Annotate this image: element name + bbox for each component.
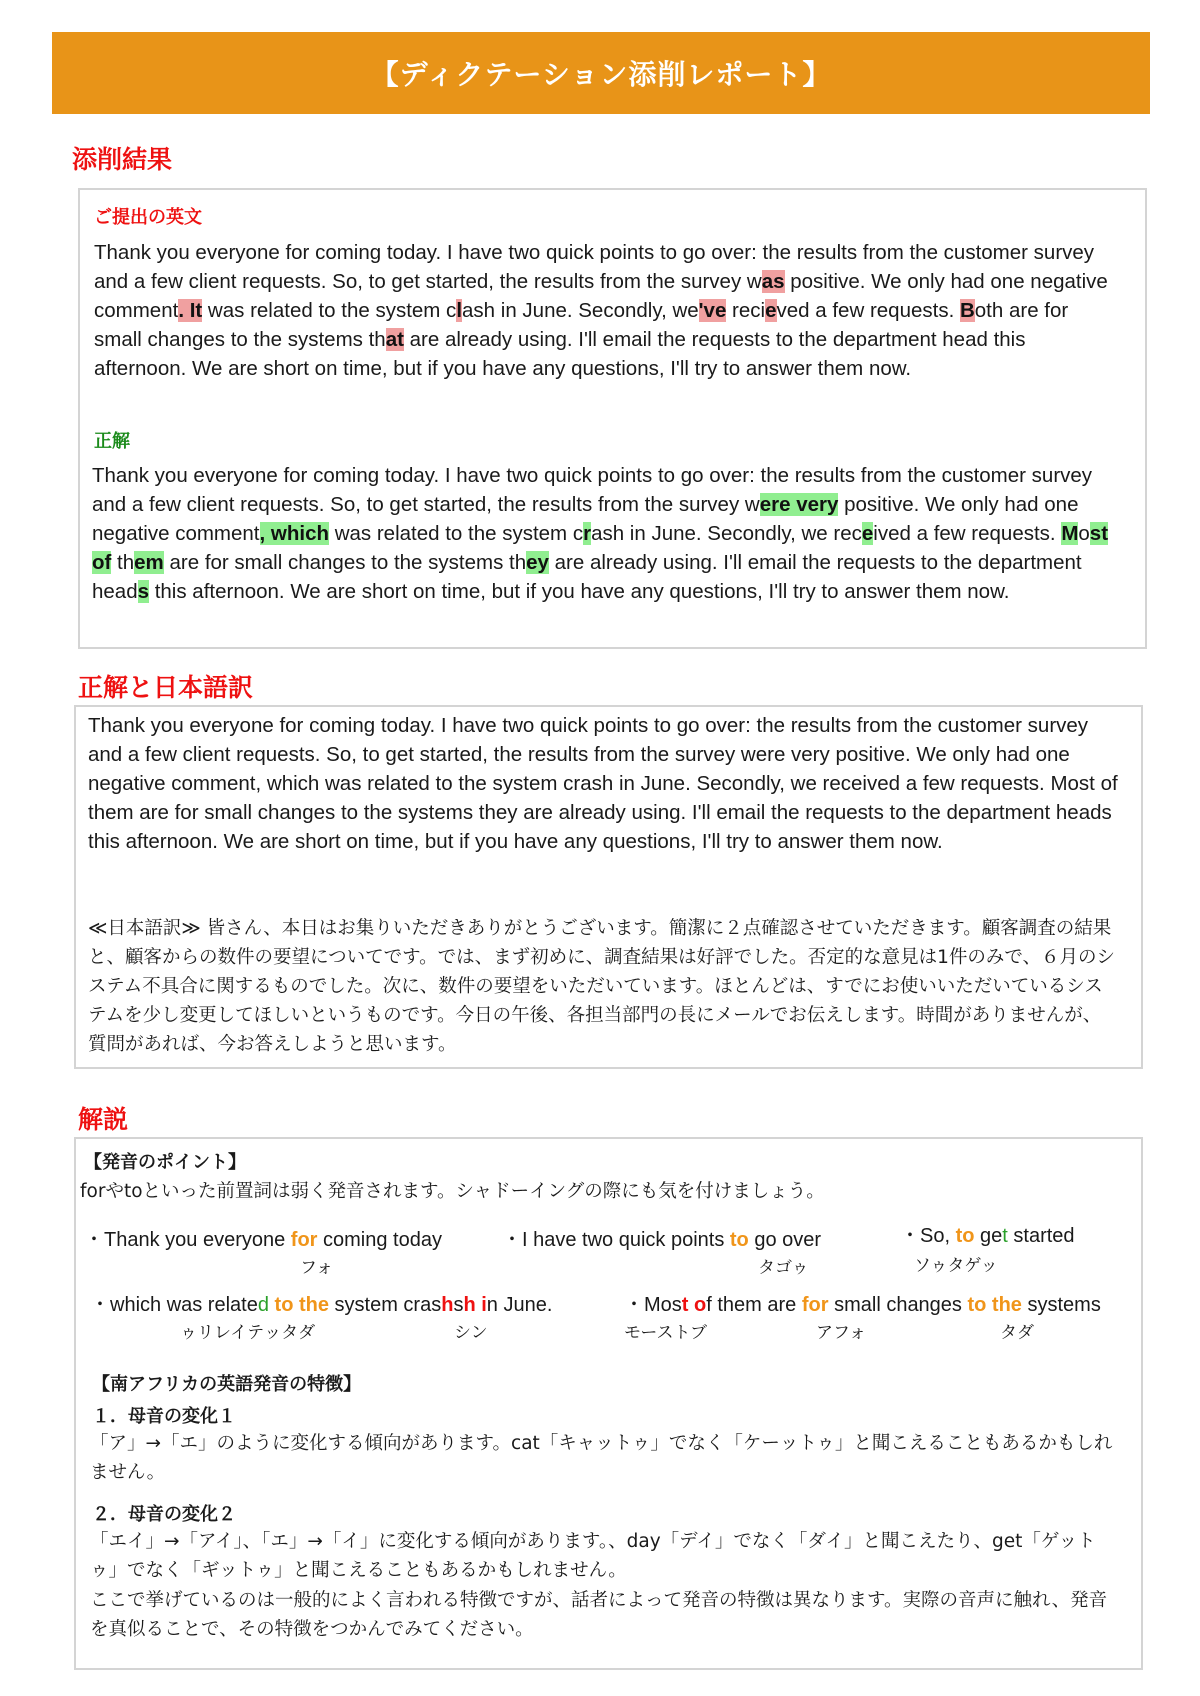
submitted-segment: was related to the system c [202,299,457,322]
submitted-segment: Thank you everyone for coming today. I have two quick points to go over: the results from the customer s [94,241,1044,264]
vowel-change-1-title: １．母音の変化１ [92,1406,236,1427]
submitted-text-label: ご提出の英文 [94,207,202,228]
emphasized-sound: to [955,1225,975,1247]
example-kana-4a: ゥリレイテッタダ [180,1323,316,1343]
closing-note-text: ここで挙げているのは一般的によく言われる特徴ですが、話者によって発音の特徴は異なります。実際の音声に触れ、発音を真似ることで、その特徴をつかんでみてください。 [90,1590,1108,1640]
correct-highlight: M [1061,522,1079,545]
example-phrase-2 [502,1223,821,1252]
example-kana-2: タゴゥ [758,1258,809,1278]
vowel-change-1-text: 「ア」→「エ」のように変化する傾向があります。cat「キャットゥ」でなく「ケーットゥ」と聞こえることもあるかもしれません。 [90,1433,1113,1483]
emphasized-sound: t [1002,1225,1008,1247]
correct-highlight: s [137,580,150,603]
example-segment: f them are [706,1294,802,1316]
example-kana-4b: シン [454,1323,488,1343]
submitted-segment: reci [726,299,766,322]
submitted-highlight: B [959,299,975,322]
example-segment: small changes [828,1294,968,1316]
submitted-highlight: . It [178,299,203,322]
correct-segment: urvey and a few client requests. So, to get started, the results from the survey w [92,464,1093,516]
correct-highlight: em [134,551,164,574]
emphasized-sound: o [694,1294,707,1316]
submitted-highlight: at [385,328,404,351]
section-title-explanation: 解説 [78,1105,129,1134]
correct-segment: ived a few requests. [873,522,1062,545]
emphasized-sound: for [801,1294,829,1316]
emphasized-sound: to the [274,1294,329,1316]
correct-segment: was related to the system c [329,522,584,545]
submitted-text [94,238,1114,383]
submitted-segment: ash in June. Secondly, we [462,299,699,322]
emphasized-sound: to the [967,1294,1022,1316]
report-title: 【ディクテーション添削レポート】 [370,58,832,91]
example-phrase-3 [900,1219,1075,1248]
answer-english-text: Thank you everyone for coming today. I have two quick points to go over: the results from the customer survey and a few client requests. So, to get started, the results from the survey were very positive. We only had one negative comment, which was related to the system crash in June. Secondly, we received a few requests. Most of them are for small changes to the systems they are already using. I'll email the requests to the department heads this afternoon. We are short on time, but if you have any questions, I'll try to answer them now. [88,714,1118,853]
example-segment: n June. [486,1294,553,1316]
emphasized-sound: to [729,1229,749,1251]
example-segment: ・Thank you everyone [84,1229,291,1251]
correct-highlight: e [861,522,874,545]
submitted-highlight: l [456,299,463,322]
correct-segment: positive. We only had one negative comment [92,493,1079,545]
emphasized-sound: d [257,1294,269,1316]
emphasized-sound: i [481,1294,487,1316]
correct-segment: are for small changes to the systems th [163,551,527,574]
example-segment: systems [1021,1294,1101,1316]
example-kana-5a: モーストブ [624,1323,707,1343]
correct-answer-text [92,461,1122,606]
submitted-highlight: e [765,299,777,322]
example-kana-5c: タダ [1000,1323,1034,1343]
example-phrase-5 [624,1288,1101,1317]
example-segment: coming today [317,1229,442,1251]
correct-highlight: r [583,522,592,545]
example-kana-5b: アフォ [816,1323,867,1343]
example-phrase-1 [84,1223,442,1252]
example-segment: ・So, [900,1225,956,1247]
example-kana-1: フォ [300,1258,334,1278]
pronunciation-heading: 【発音のポイント】 [84,1152,246,1173]
correct-segment: th [111,551,135,574]
south-africa-heading: 【南アフリカの英語発音の特徴】 [92,1374,362,1395]
emphasized-sound: t [681,1294,689,1316]
example-phrase-4 [90,1288,552,1317]
emphasized-sound: h [441,1294,454,1316]
example-segment: ・I have two quick points [502,1229,730,1251]
example-segment: started [1007,1225,1075,1247]
section-title-correction-result: 添削結果 [72,145,173,174]
submitted-segment: ved a few requests. [776,299,960,322]
example-kana-3: ソゥタゲッ [914,1256,998,1276]
emphasized-sound: for [290,1229,318,1251]
section-title-answer-translation: 正解と日本語訳 [78,673,254,702]
vowel-change-2-title: ２．母音の変化２ [92,1504,236,1525]
correct-highlight: ey [526,551,549,574]
correct-segment: are already using. I'll email the requests to the department head [92,551,1082,603]
correct-highlight: ere very [759,493,839,516]
pronunciation-intro: forやtoといった前置詞は弱く発音されます。シャドーイングの際にも気を付けましょう。 [80,1181,825,1202]
submitted-segment: positive. We only had one negative comment [94,270,1108,322]
submitted-segment: oth are for small changes to the systems th [94,299,1069,351]
report-title-banner [52,32,1150,114]
correct-segment: Thank you everyone for coming today. I have two quick points to go over: the results from the customer s [92,464,1042,487]
submitted-segment: urvey and a few client requests. So, to get started, the results from the survey w [94,241,1095,293]
example-segment: s [453,1294,464,1316]
example-segment: ・Mos [624,1294,682,1316]
example-segment: ge [974,1225,1003,1247]
correct-highlight: st of [92,522,1109,574]
example-segment: ・which was relate [90,1294,258,1316]
example-segment: system cras [328,1294,442,1316]
japanese-translation-text: ≪日本語訳≫ 皆さん、本日はお集りいただきありがとうございます。簡潔に２点確認させていただきます。顧客調査の結果と、顧客からの数件の要望についてです。では、まず初めに、調査結果は好評でした。否定的な意見は1件のみで、６月のシステム不具合に関するものでした。次に、数件の要望をいただいています。ほとんどは、すでにお使いいただいているシステムを少し変更してほしいというものです。今日の午後、各担当部門の長にメールでお伝えします。時間がありませんが、質問があれば、今お答えしようと思います。 [88,918,1116,1055]
emphasized-sound: h [463,1294,476,1316]
submitted-highlight: 've [698,299,727,322]
correct-answer-label: 正解 [94,431,130,452]
submitted-segment: are already using. I'll email the requests to the department head this afternoon. We are short on time, but if you have any questions, I'll try to answer them now. [94,328,1026,380]
correct-segment: this afternoon. We are short on time, but if you have any questions, I'll try to answer them now. [149,580,1010,603]
correct-segment: o [1078,522,1090,545]
correct-segment: ash in June. Secondly, we rec [591,522,862,545]
example-segment: go over [748,1229,822,1251]
correct-highlight: , which [259,522,329,545]
vowel-change-2-text: 「エイ」→「アイ」、「エ」→「イ」に変化する傾向があります。、day「デイ」でなく「ダイ」と聞こえたり、get「ゲットゥ」でなく「ギットゥ」と聞こえることもあるかもしれません。 [90,1531,1096,1581]
submitted-highlight: as [761,270,785,293]
